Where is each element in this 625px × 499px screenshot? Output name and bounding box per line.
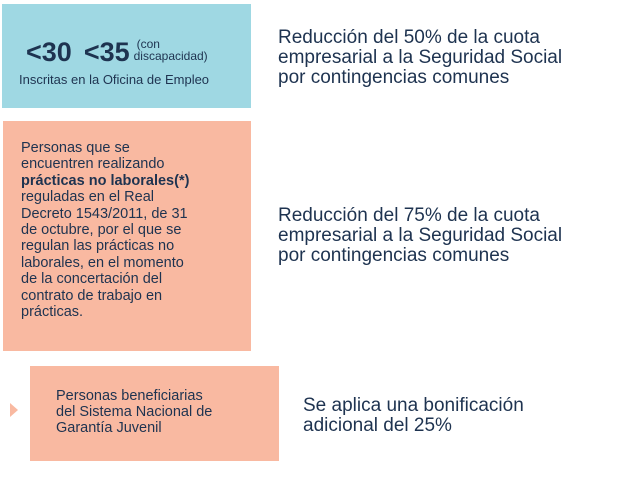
row2-condition-line2: encuentren realizando [21, 156, 165, 173]
practicas-no-laborales: prácticas no laborales(*) [21, 172, 190, 189]
row3-bonus-line2: adicional del 25% [303, 415, 452, 436]
row1-reduction-cell [251, 10, 623, 106]
row2-condition-line8: laborales, en el momento [21, 254, 184, 271]
row1-reduction-line2: empresarial a la Seguridad Social [278, 47, 563, 68]
registration-text: Inscritas en la Oficina de Empleo [19, 72, 210, 87]
row2-condition-line11: prácticas. [21, 304, 84, 321]
row2-condition-line7: regulan las prácticas no [21, 238, 175, 255]
row1-reduction-line3: por contingencias comunes [278, 67, 510, 88]
row3-bonus-cell [279, 371, 623, 461]
row3-bonus-text [303, 396, 524, 436]
row2-reduction-text [278, 206, 562, 266]
row2-condition-cell [3, 121, 251, 351]
row3-bonus-line1: Se aplica una bonificación [303, 395, 524, 416]
row2-condition-line9: de la concertación del [21, 271, 163, 288]
row2-condition-line10: contrato de trabajo en [21, 287, 163, 304]
row3-beneficiary-cell [30, 366, 279, 461]
triangle-right-icon [10, 403, 18, 417]
disability-note-line2: discapacidad) [133, 49, 208, 63]
row2-condition-line4: reguladas en el Real [21, 189, 155, 206]
age-under-30: <30 [26, 37, 72, 67]
row1-age-cell [2, 4, 251, 108]
row2-condition-text [21, 140, 189, 320]
row2-reduction-cell [251, 121, 623, 351]
row3-beneficiary-line2: del Sistema Nacional de [56, 404, 213, 420]
row1-reduction-text [278, 28, 562, 88]
row2-condition-line6: de octubre, por el que se [21, 222, 182, 239]
age-limits [26, 38, 208, 66]
row1-reduction-line1: Reducción del 50% de la cuota [278, 27, 540, 48]
row2-reduction-line3: por contingencias comunes [278, 245, 510, 266]
row2-condition-line1: Personas que se [21, 140, 130, 156]
row2-reduction-line2: empresarial a la Seguridad Social [278, 225, 563, 246]
row2-condition-line5: Decreto 1543/2011, de 31 [21, 205, 188, 222]
row3-beneficiary-line3: Garantía Juvenil [56, 420, 162, 436]
disability-note [133, 37, 208, 63]
row2-reduction-line1: Reducción del 75% de la cuota [278, 205, 540, 226]
age-under-35: <35 [83, 37, 130, 67]
row2-condition-bold [21, 173, 189, 189]
disability-note-line1: (con [136, 37, 160, 51]
row3-beneficiary-text [56, 388, 212, 436]
row3-beneficiary-line1: Personas beneficiarias [56, 388, 203, 404]
